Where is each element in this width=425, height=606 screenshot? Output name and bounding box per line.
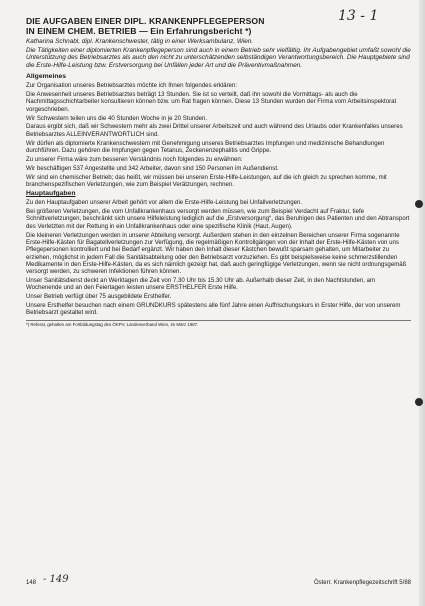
paragraph: Unser Sanitätsdienst deckt an Werktagen die Zeit von 7.30 Uhr bis 15.30 Uhr ab. Außerhalb dieser Zeit, in den Nachtstunden, am Wochenende und an den Feiertagen leisten unsere ERSTHELFER Erste Hilfe.	[26, 276, 376, 292]
page-footer	[26, 574, 411, 590]
section-heading-hauptaufgaben: Hauptaufgaben	[26, 190, 76, 198]
paragraph: Wir Schwestern teilen uns die 40 Stunden Woche in je 20 Stunden.	[26, 114, 208, 122]
journal-reference: Österr. Krankenpflegezeitschrift 5/88	[313, 580, 411, 586]
paragraph: Unsere Ersthelfer besuchen nach einem GRUNDKURS spätestens alle fünf Jahre einen Auffrischungskurs in Erster Hilfe, der von unserem Betriebsarzt gestaltet wird.	[26, 302, 401, 317]
handwritten-note: 13 - 1	[338, 8, 379, 24]
page-edge-shadow	[419, 0, 425, 606]
author-line: Katharina Schnabl, dipl. Krankenschwester, tätig in einer Werksambulanz, Wien.	[26, 38, 254, 45]
paragraph: Die kleineren Verletzungen werden in unserer Abteilung versorgt. Außerdem stehen in den einzelnen Bereichen unserer Firma sogenannte Erste-Hilfe-Kästen für Bagatellverletzungen zur Verfügung, die regelmäßigen Kontrollgängen von der Inhalt der Erste-Hilfe-Kästen von uns Pflegepersonen kontrolliert und bei Bedarf ergänzt. Wir haben den Inhalt dieser Kästchen bewußt sparsam gehalten, um Mitarbeiter zu erziehen, möglichst in jedem Fall die Sanitätsabteilung oder den Betriebsarzt vorzuziehen. Es gibt beispielsweise keine schmerzstillenden Medikamente in den Erste-Hilfe-Kästen, da es sich nämlich gezeigt hat, daß auch geringfügige Verletzungen, wenn sie nicht ordnungsgemäß versorgt werden, zu schweren Infektionen führen können.	[26, 231, 407, 276]
handwritten-page-number: - 149	[43, 574, 69, 585]
binder-hole-bottom	[415, 398, 423, 406]
paragraph: Zur Organisation unseres Betriebsarztes möchte ich Ihnen folgendes erklären:	[26, 82, 238, 90]
binder-hole-top	[415, 200, 423, 208]
page-number: 148	[26, 580, 37, 586]
paragraph: Daraus ergibt sich, daß wir Schwestern mehr als zwei Drittel unserer Arbeitszeit und auch während des Urlaubs oder Krankenfalles unseres Betriebsarztes ALLEINVERANTWORTLICH sind.	[26, 123, 403, 138]
paragraph: Die Anwesenheit unseres Betriebsarztes beträgt 13 Stunden. Sie ist so verteilt, daß ihn sowohl die Vormittags- als auch die Nachmittagsschichtarbeiter konsultieren können bzw. um Rat fragen können. Diese 13 Stunden wurden der Firma vom Arbeitsinspektorat vorgeschrieben.	[26, 91, 397, 113]
footnote-divider	[26, 320, 411, 321]
paragraph: Wir beschäftigen 537 Angestellte und 342 Arbeiter, davon sind 150 Personen im Außendienst.	[26, 164, 279, 172]
paragraph: Wir sind ein chemischer Betrieb; das heißt, wir müssen bei unseren Erste-Hilfe-Leistungen, auf die ich gleich zu sprechen komme, mit branchenspezifischen Verletzungen, wie zum Beispiel Verätzungen, rechnen.	[26, 173, 387, 188]
section-heading-allgemeines: Allgemeines	[26, 73, 67, 81]
article-title-line-1: DIE AUFGABEN EINER DIPL. KRANKENPFLEGEPERSON	[26, 16, 265, 26]
article-title-line-2: IN EINEM CHEM. BETRIEB — Ein Erfahrungsbericht *)	[26, 26, 252, 36]
footnote: *) Referat, gehalten am Fortbildungstag des ÖKPV, Landesverband Wien, im März 1987.	[26, 321, 199, 327]
article-body	[26, 16, 411, 327]
paragraph: Zu unserer Firma wäre zum besseren Verständnis noch folgendes zu erwähnen:	[26, 155, 243, 163]
paragraph: Wir dürfen als diplomierte Krankenschwestern mit Genehmigung unseres Betriebsarztes Impfungen und medizinische Behandlungen durchführen. Dazu gehören die Impfungen gegen Tetanus, Zeckenenzephalitis und Grippe.	[26, 139, 385, 154]
intro-paragraph: Die Tätigkeiten einer diplomierten Krankenpflegeperson sind auch in einem Betrieb sehr vielfältig. Ihr Aufgabengebiet umfaßt sowohl die Unterstützung des Betriebsarztes als auch den nicht zu unterschätzenden selbständigen Verantwortungsbereich. Die Hauptgebiete sind die Erste-Hilfe-Leistung bzw. Erstversorgung bei Unfällen jeder Art und die Präventivmaßnahmen.	[26, 47, 411, 69]
paragraph: Zu den Hauptaufgaben unserer Arbeit gehört vor allem die Erste-Hilfe-Leistung bei Unfallverletzungen.	[26, 199, 303, 207]
paragraph: Bei größeren Verletzungen, die vom Unfallkrankenhaus versorgt werden müssen, wie zum Beispiel Verdacht auf Fraktur, tiefe Schnittverletzungen, beschränkt sich unsere Hilfeleistung lediglich auf die „Erstversorgung“, das Beruhigen des Patienten und den Abtransport des Verletzten mit der Rettung in ein Unfallkrankenhaus oder eine spezifische Klinik (Haut, Augen).	[26, 208, 410, 230]
paragraph: Unser Betrieb verfügt über 75 ausgebildete Ersthelfer.	[26, 293, 172, 301]
